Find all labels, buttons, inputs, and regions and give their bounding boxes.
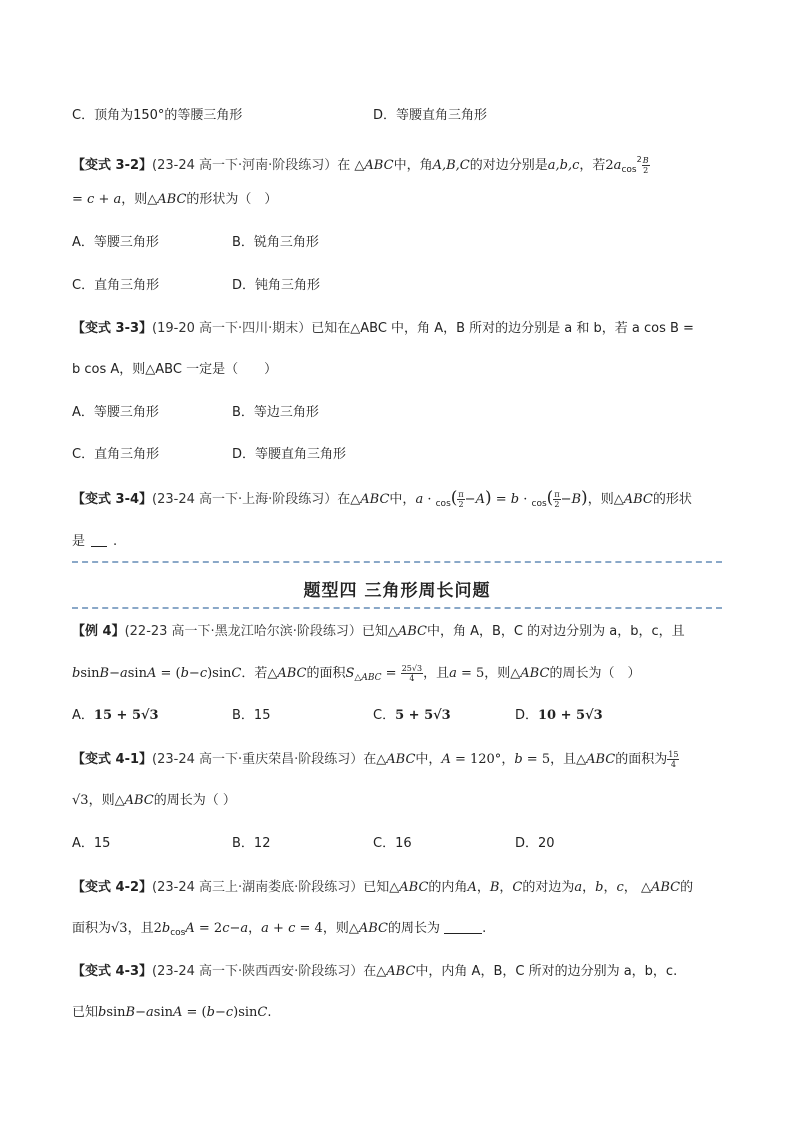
section-title: 题型四 三角形周长问题 [303, 581, 491, 601]
variant-4-2-line2: 面积为√3，且$2b_{cos}A = 2c-a$，a + c = 4，则△ABC的周长为 . [72, 921, 487, 938]
answer-blank[interactable] [91, 532, 107, 547]
option-d: D．钝角三角形 [232, 278, 321, 293]
variant-3-3-line2: b cos A，则△ABC 一定是（ ） [72, 362, 278, 377]
option-b: B．12 [232, 836, 271, 851]
option-c: C．直角三角形 [72, 447, 160, 462]
option-c-row [72, 106, 242, 126]
section-divider-bottom [72, 607, 722, 609]
option-c: C．16 [373, 836, 412, 851]
option-c: C．顶角为150°的等腰三角形 [72, 108, 243, 123]
option-a: A．15 + 5√3 [72, 708, 159, 723]
question-source: (23-24 高一下·河南·阶段练习） [152, 158, 338, 173]
variant-4-3-line2: 已知bsinB−asinA = (b−c)sinC. [72, 1005, 272, 1020]
option-c: C．5 + 5√3 [373, 708, 451, 723]
example-4-line2: bsinB−asinA = (b−c)sinC．若△ABC的面积$S_{\triangle ABC}$ = $\frac{25√3}{4}$ ，且a = 5，则△ABC的周长为（ ） [72, 664, 641, 683]
variant-tag: 【变式 3-2】 [72, 158, 153, 173]
option-d: D．10 + 5√3 [515, 708, 603, 723]
variant-4-1-line1: 【变式 4-1】(23-24 高一下·重庆荣昌·阶段练习）在△ABC中，A = 120°，b = 5，且△ABC的面积为 $\frac{15}{4}$ [72, 750, 679, 769]
variant-3-3-line1: 【变式 3-3】(19-20 高一下·四川·期末）已知在△ABC 中，角 A，B 所对的边分别是 a 和 b，若 a cos B = [72, 321, 694, 336]
variant-3-2-line1: 【变式 3-2】(23-24 高一下·河南·阶段练习）在 △ABC中，角A,B,C的对边分别是a,b,c，若$2a_{cos}^2$ $\frac{B}{2}$ [72, 155, 649, 175]
option-b: B．15 [232, 708, 271, 723]
example-4-line1: 【例 4】(22-23 高一下·黑龙江哈尔滨·阶段练习）已知△ABC中，角 A，B，C 的对边分别为 a，b，c，且 [72, 624, 685, 639]
variant-4-1-line2: √3，则△ABC的周长为（ ） [72, 793, 236, 808]
variant-4-2-line1: 【变式 4-2】(23-24 高三上·湖南娄底·阶段练习）已知△ABC的内角A，B，C的对边为a，b，c， △ABC的 [72, 880, 694, 895]
option-b: B．等边三角形 [232, 405, 319, 420]
variant-3-4-line2: 是 . [72, 534, 118, 549]
option-d: D．等腰直角三角形 [373, 108, 488, 123]
variant-3-2-line2: = c + a，则△ABC的形状为（ ） [72, 192, 278, 207]
option-b: B．锐角三角形 [232, 235, 319, 250]
option-d: D．等腰直角三角形 [232, 447, 347, 462]
option-c: C．直角三角形 [72, 278, 160, 293]
option-d: D．20 [515, 836, 555, 851]
answer-blank[interactable] [444, 919, 482, 934]
option-a: A．等腰三角形 [72, 405, 159, 420]
section-divider-top [72, 561, 722, 563]
variant-3-4-line1: 【变式 3-4】(23-24 高一下·上海·阶段练习）在△ABC中，a · $_{cos}$( $\frac{\pi}{2}$ −A) = b · $_{cos}$( $\frac{\pi}{2}$ −B)，则△ABC的形状 [72, 488, 692, 509]
option-a: A．等腰三角形 [72, 235, 159, 250]
variant-4-3-line1: 【变式 4-3】(23-24 高一下·陕西西安·阶段练习）在△ABC中，内角 A，B，C 所对的边分别为 a，b，c. [72, 964, 678, 979]
option-a: A．15 [72, 836, 111, 851]
